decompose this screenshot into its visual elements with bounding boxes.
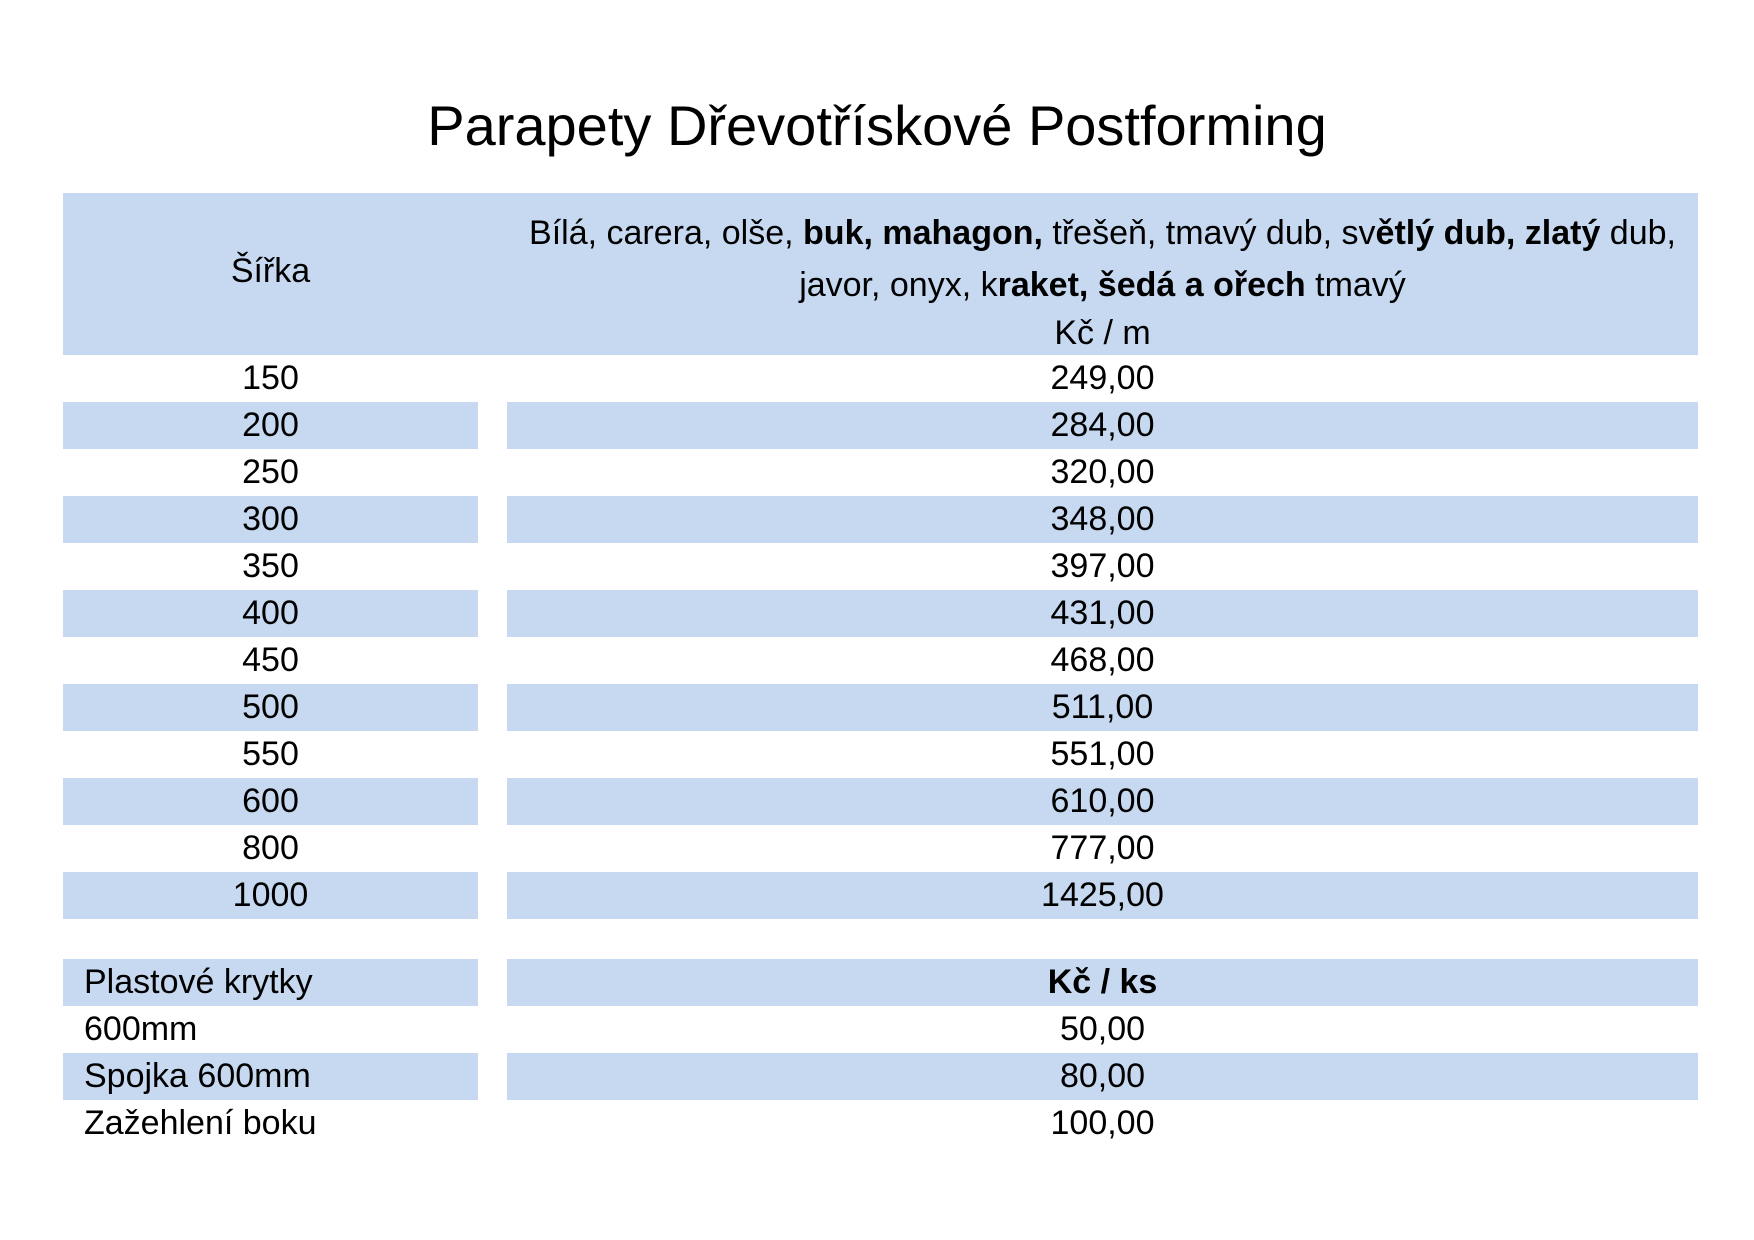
table-row: [63, 637, 1698, 684]
width-cell: 200: [63, 402, 478, 449]
table-header: [63, 193, 1698, 355]
table-row: [63, 543, 1698, 590]
price-cell: 100,00: [1050, 1104, 1155, 1142]
table-row: [63, 825, 1698, 872]
color-segment: ětlý dub, zlatý: [1375, 214, 1601, 252]
price-cell: 551,00: [1050, 735, 1155, 773]
width-cell: 150: [242, 359, 299, 397]
price-cell: 50,00: [1059, 1010, 1146, 1048]
price-cell: 1425,00: [507, 872, 1698, 919]
width-column-header: Šířka: [230, 252, 311, 290]
width-cell: 1000: [63, 872, 478, 919]
table-row: [63, 1053, 1698, 1100]
accessories-unit-header: Kč / ks: [507, 959, 1698, 1006]
color-segment: buk, mahagon,: [803, 214, 1053, 252]
width-cell: 550: [242, 735, 299, 773]
price-cell: 249,00: [1050, 359, 1155, 397]
color-segment: Bílá, carera, olše,: [529, 214, 804, 252]
accessory-label-cell: Spojka 600mm: [63, 1053, 478, 1100]
table-row: [63, 1006, 1698, 1053]
color-segment: třešeň, tmavý dub, sv: [1052, 214, 1376, 252]
color-variants-header: [507, 207, 1698, 311]
price-unit-header: Kč / m: [1054, 314, 1151, 352]
accessories-header-row: [63, 959, 1698, 1006]
price-cell: 431,00: [507, 590, 1698, 637]
width-cell: 500: [63, 684, 478, 731]
price-cell: 397,00: [1050, 547, 1155, 585]
color-segment: tmavý: [1305, 266, 1406, 304]
table-row: [63, 590, 1698, 637]
table-row: [63, 872, 1698, 919]
width-cell: 250: [242, 453, 299, 491]
price-cell: 511,00: [507, 684, 1698, 731]
price-table: [63, 355, 1698, 919]
price-cell: 284,00: [507, 402, 1698, 449]
width-cell: 600: [63, 778, 478, 825]
price-cell: 777,00: [1050, 829, 1155, 867]
accessory-label-cell: 600mm: [84, 1010, 198, 1048]
width-cell: 800: [242, 829, 299, 867]
color-segment: raket, šedá a ořech: [997, 266, 1306, 304]
table-row: [63, 778, 1698, 825]
page-title: Parapety Dřevotřískové Postforming: [427, 94, 1327, 157]
price-cell: 348,00: [507, 496, 1698, 543]
price-cell: 80,00: [507, 1053, 1698, 1100]
table-row: [63, 402, 1698, 449]
table-row: [63, 355, 1698, 402]
width-cell: 450: [242, 641, 299, 679]
width-cell: 400: [63, 590, 478, 637]
width-cell: 350: [242, 547, 299, 585]
table-row: [63, 731, 1698, 778]
price-cell: 610,00: [507, 778, 1698, 825]
table-row: [63, 1100, 1698, 1147]
price-cell: 320,00: [1050, 453, 1155, 491]
accessories-table: [63, 959, 1698, 1147]
table-row: [63, 496, 1698, 543]
width-cell: 300: [63, 496, 478, 543]
accessory-label-cell: Zažehlení boku: [84, 1104, 317, 1142]
color-segment: dub, javor, onyx, k: [799, 214, 1676, 304]
table-row: [63, 449, 1698, 496]
table-row: [63, 684, 1698, 731]
price-cell: 468,00: [1050, 641, 1155, 679]
accessories-header-label: Plastové krytky: [63, 959, 478, 1006]
